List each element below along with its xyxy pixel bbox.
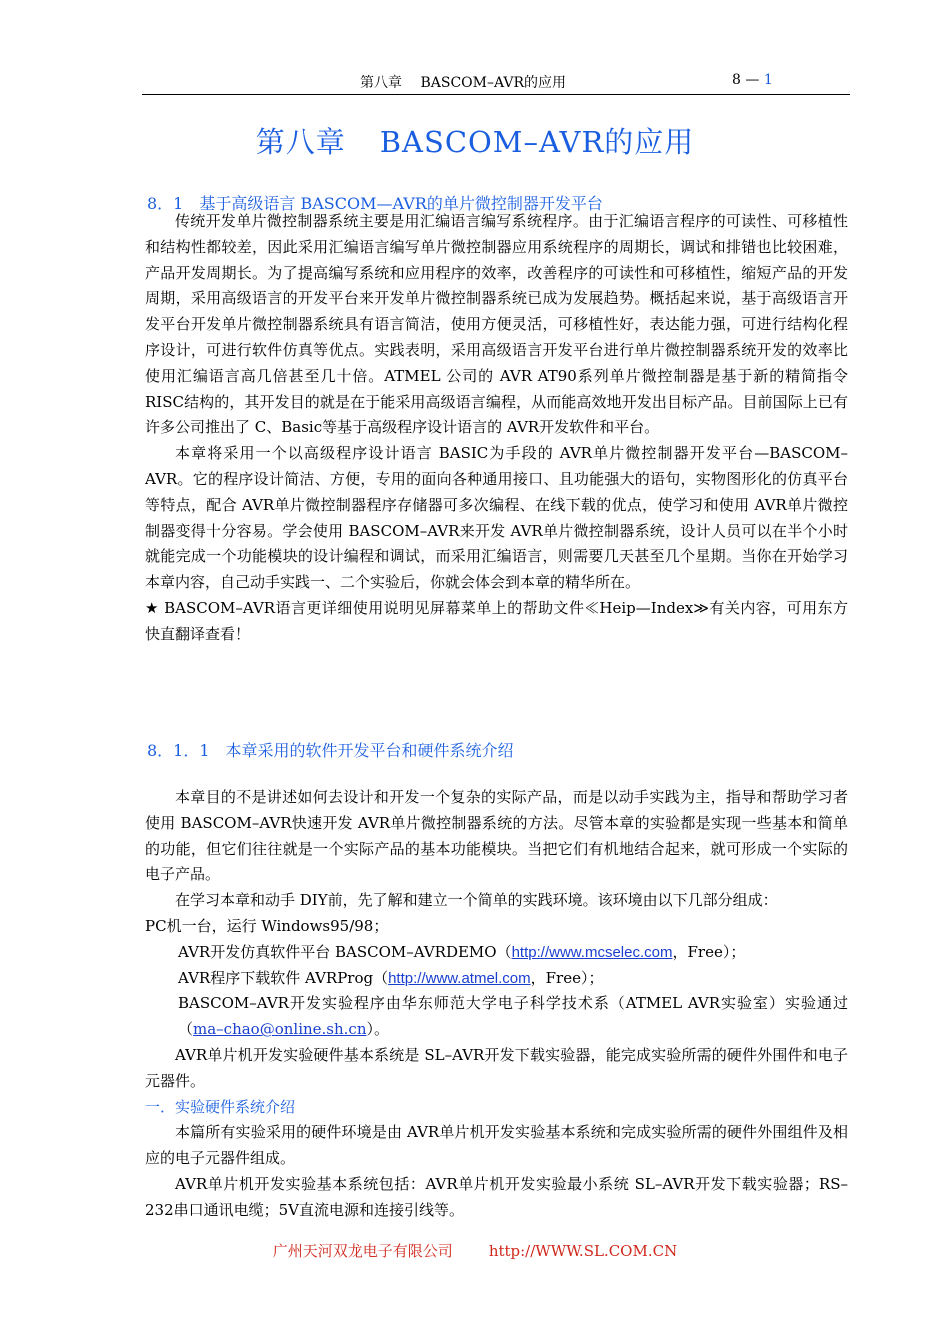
item-text: ，Free）； bbox=[530, 968, 604, 987]
section-heading-8-1: 8．1 基于高级语言 BASCOM—AVR的单片微控制器开发平台 bbox=[147, 194, 603, 213]
atmel-link[interactable]: http://www.atmel.com bbox=[388, 969, 531, 987]
mcselec-link[interactable]: http://www.mcselec.com bbox=[511, 943, 673, 961]
paragraph: 本章将采用一个以高级程序设计语言 BASIC为手段的 AVR单片微控制器开发平台—BASCOM–AVR。它的程序设计简洁、方便，专用的面向各种通用接口、且功能强大的语句，实物图形化的仿真平台等特点，配合 AVR单片微控制器程序存储器可多次编程、在线下载的优点，使学习和使用 AVR单片微控制器变得十分容易。学会使用 BASCOM–AVR来开发 AVR单片微控制器系统，设计人员可以在半个小时就能完成一个功能模块的设计编程和调试，而采用汇编语言，则需要几天甚至几个星期。当你在开始学习本章内容，自己动手实践一、二个实验后，你就会体会到本章的精华所在。 bbox=[145, 444, 848, 592]
section-heading-8-1-1: 8．1．1 本章采用的软件开发平台和硬件系统介绍 bbox=[147, 741, 514, 760]
item-text: AVR程序下载软件 AVRProg（ bbox=[178, 968, 389, 987]
pc-requirement: PC机一台，运行 Windows95/98； bbox=[145, 916, 389, 935]
running-title: 第八章 BASCOM–AVR的应用 bbox=[360, 75, 567, 91]
subsection-heading: 一．实验硬件系统介绍 bbox=[145, 1097, 296, 1116]
item-text: ，Free）； bbox=[672, 942, 746, 961]
page-footer bbox=[0, 1240, 950, 1261]
software-item-programs bbox=[145, 991, 848, 1043]
paragraph: 在学习本章和动手 DIY前，先了解和建立一个简单的实践环境。该环境由以下几部分组成： bbox=[175, 891, 778, 910]
paragraph: 本章目的不是讲述如何去设计和开发一个复杂的实际产品，而是以动手实践为主，指导和帮助学习者使用 BASCOM–AVR快速开发 AVR单片微控制器系统的方法。尽管本章的实验都是实现一些基本和简单的功能，但它们往往就是一个实际产品的基本功能模块。当把它们有机地结合起来，就可形成一个实际的电子产品。 bbox=[145, 788, 848, 884]
page-chapter: 8 — bbox=[732, 72, 760, 88]
paragraph: 本篇所有实验采用的硬件环境是由 AVR单片机开发实验基本系统和完成实验所需的硬件外围组件及相应的电子元器件组成。 bbox=[145, 1123, 848, 1168]
paragraph: AVR单片机开发实验硬件基本系统是 SL–AVR开发下载实验器，能完成实验所需的硬件外围件和电子元器件。 bbox=[145, 1045, 848, 1090]
item-text: BASCOM–AVR开发实验程序由华东师范大学电子科学技术系（ATMEL AVR实验室）实验通过（ bbox=[178, 994, 848, 1039]
section-8-1-body bbox=[145, 209, 848, 648]
paragraph: AVR单片机开发实验基本系统包括：AVR单片机开发实验最小系统 SL–AVR开发下载实验器；RS–232串口通讯电缆；5V直流电源和连接引线等。 bbox=[145, 1174, 848, 1219]
page-number bbox=[732, 72, 773, 88]
item-text: ）。 bbox=[366, 1020, 390, 1039]
page-num: 1 bbox=[763, 72, 773, 88]
chapter-title-cn: 第八章 bbox=[255, 125, 346, 159]
chapter-title-en: BASCOM–AVR的应用 bbox=[379, 125, 695, 159]
paragraph: 传统开发单片微控制器系统主要是用汇编语言编写系统程序。由于汇编语言程序的可读性、可移植性和结构性都较差，因此采用汇编语言编写单片微控制器应用系统程序的周期长，调试和排错也比较困难，产品开发周期长。为了提高编写系统和应用程序的效率，改善程序的可读性和可移植性，缩短产品的开发周期，采用高级语言的开发平台来开发单片微控制器系统已成为发展趋势。概括起来说，基于高级语言开发平台开发单片微控制器系统具有语言简洁，使用方便灵活，可移植性好，表达能力强，可进行结构化程序设计，可进行软件仿真等优点。实践表明，采用高级语言开发平台进行单片微控制器系统开发的效率比使用汇编语言高几倍甚至几十倍。ATMEL 公司的 AVR AT90系列单片微控制器是基于新的精简指令 RISC结构的，其开发目的就是在于能采用高级语言编程，从而能高效地开发出目标产品。目前国际上已有许多公司推出了 C、Basic等基于高级程序设计语言的 AVR开发软件和平台。 bbox=[145, 212, 848, 437]
running-header bbox=[142, 72, 850, 95]
software-item-bascom bbox=[145, 940, 848, 966]
footer-url[interactable]: http://WWW.SL.COM.CN bbox=[488, 1242, 678, 1260]
section-8-1-1-body bbox=[145, 785, 848, 1224]
footer-company: 广州天河双龙电子有限公司 bbox=[272, 1242, 453, 1260]
chapter-title bbox=[0, 120, 950, 161]
email-link[interactable]: ma–chao@online.sh.cn bbox=[193, 1020, 367, 1039]
star-note: ★ BASCOM–AVR语言更详细使用说明见屏幕菜单上的帮助文件≪Heip—Index≫有关内容，可用东方快直翻译查看！ bbox=[145, 598, 848, 643]
software-item-avrprog bbox=[145, 966, 848, 992]
item-text: AVR开发仿真软件平台 BASCOM–AVRDEMO（ bbox=[178, 942, 512, 961]
